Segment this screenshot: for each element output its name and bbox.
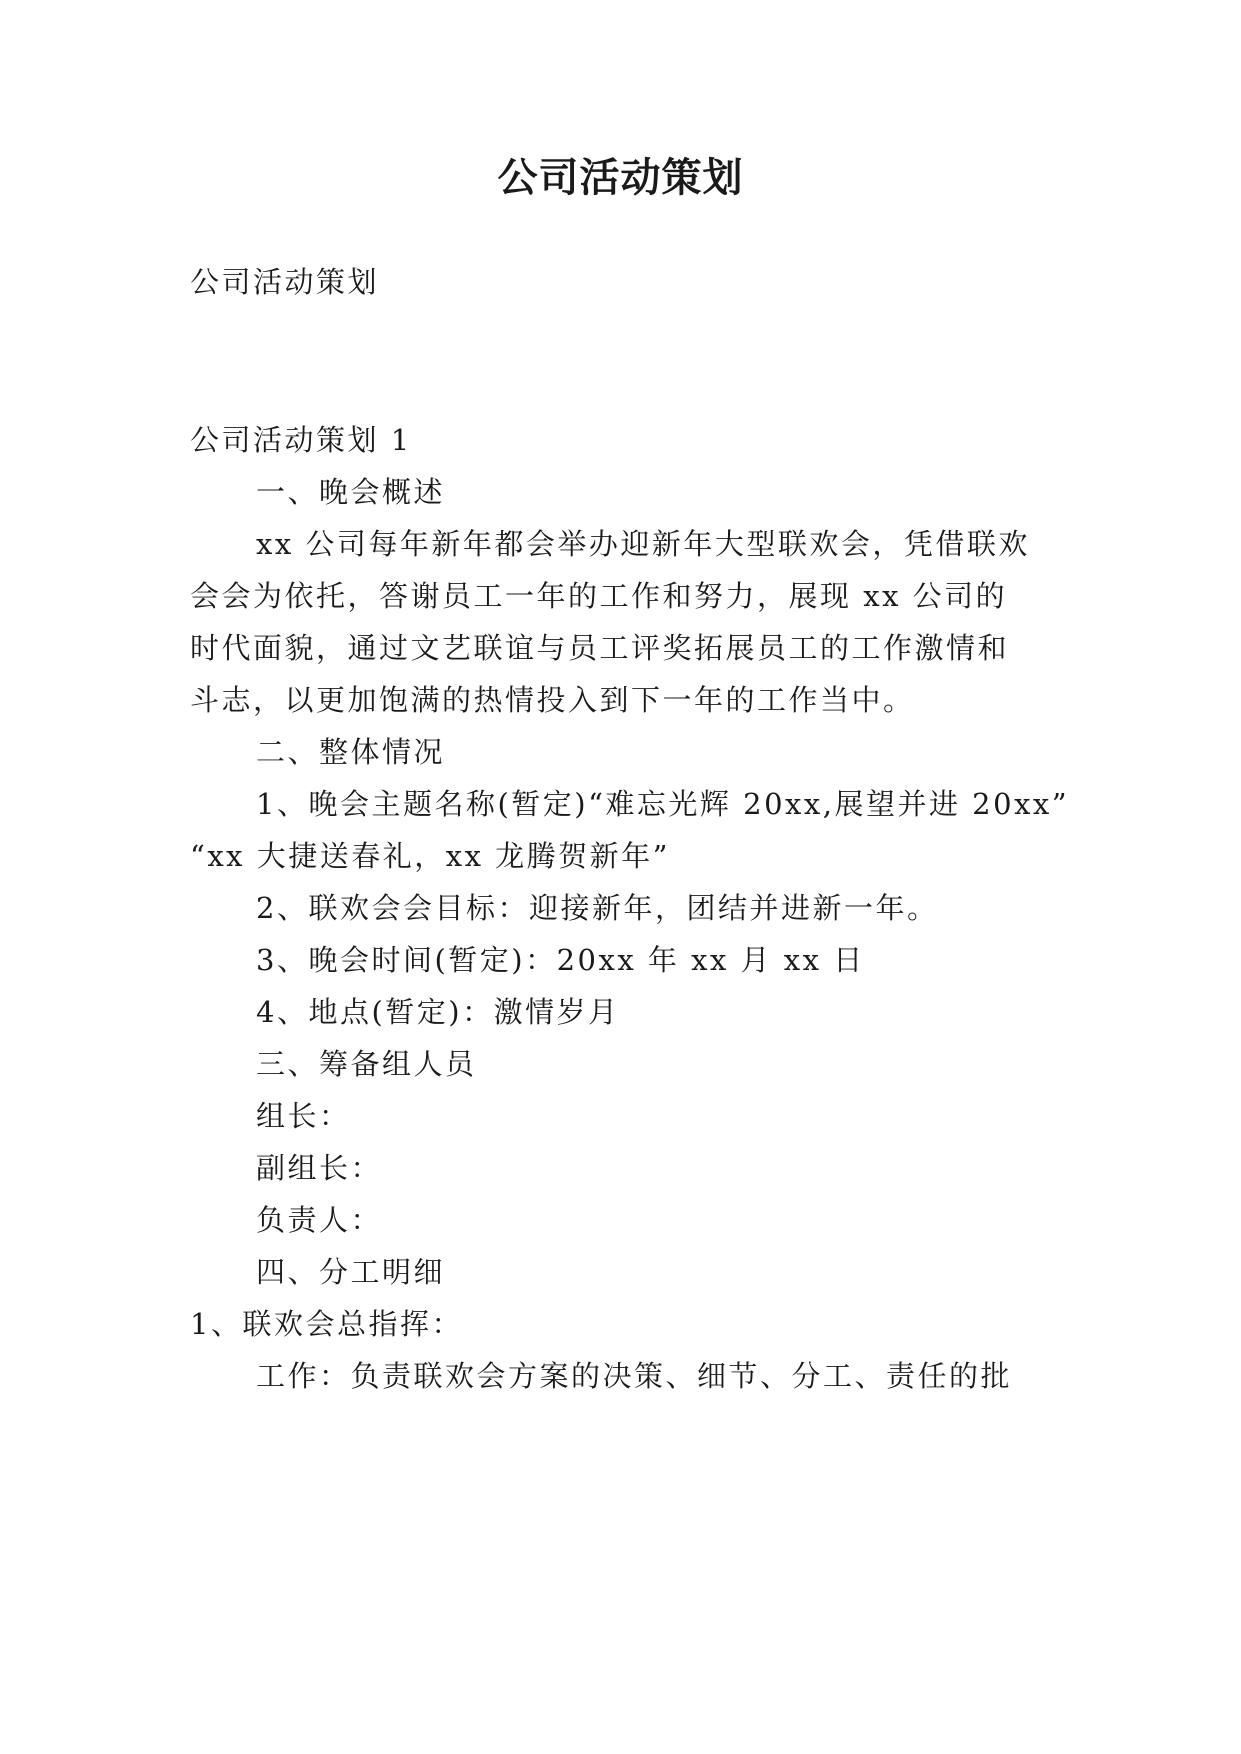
item-commander: 1、联欢会总指挥： bbox=[190, 1307, 463, 1341]
document-subtitle: 公司活动策划 bbox=[190, 265, 380, 299]
paragraph-line: 斗志，以更加饱满的热情投入到下一年的工作当中。 bbox=[190, 683, 915, 717]
heading-overall: 二、整体情况 bbox=[256, 735, 446, 769]
heading-team: 三、筹备组人员 bbox=[256, 1047, 477, 1081]
paragraph-line: 会会为依托，答谢员工一年的工作和努力，展现 xx 公司的 bbox=[190, 579, 1008, 613]
document-body bbox=[190, 472, 1070, 1672]
item-goal: 2、联欢会会目标：迎接新年，团结并进新一年。 bbox=[256, 891, 939, 925]
document-title: 公司活动策划 bbox=[497, 155, 744, 201]
paragraph-line: xx 公司每年新年都会举办迎新年大型联欢会，凭借联欢 bbox=[256, 527, 1030, 561]
item-time: 3、晚会时间(暂定)：20xx 年 xx 月 xx 日 bbox=[256, 943, 865, 977]
section-heading: 公司活动策划 1 bbox=[190, 423, 412, 457]
team-deputy-leader: 副组长： bbox=[256, 1151, 383, 1185]
paragraph-line: 工作：负责联欢会方案的决策、细节、分工、责任的批 bbox=[256, 1359, 1013, 1393]
paragraph-line: 时代面貌，通过文艺联谊与员工评奖拓展员工的工作激情和 bbox=[190, 631, 1010, 665]
heading-overview: 一、晚会概述 bbox=[256, 475, 446, 509]
item-theme-continued: “xx 大捷送春礼，xx 龙腾贺新年” bbox=[190, 839, 671, 873]
team-leader: 组长： bbox=[256, 1099, 351, 1133]
heading-division: 四、分工明细 bbox=[256, 1255, 446, 1289]
item-theme: 1、晚会主题名称(暂定)“难忘光辉 20xx,展望并进 20xx” bbox=[256, 787, 1070, 821]
item-location: 4、地点(暂定)：激情岁月 bbox=[256, 995, 620, 1029]
team-person-in-charge: 负责人： bbox=[256, 1203, 383, 1237]
